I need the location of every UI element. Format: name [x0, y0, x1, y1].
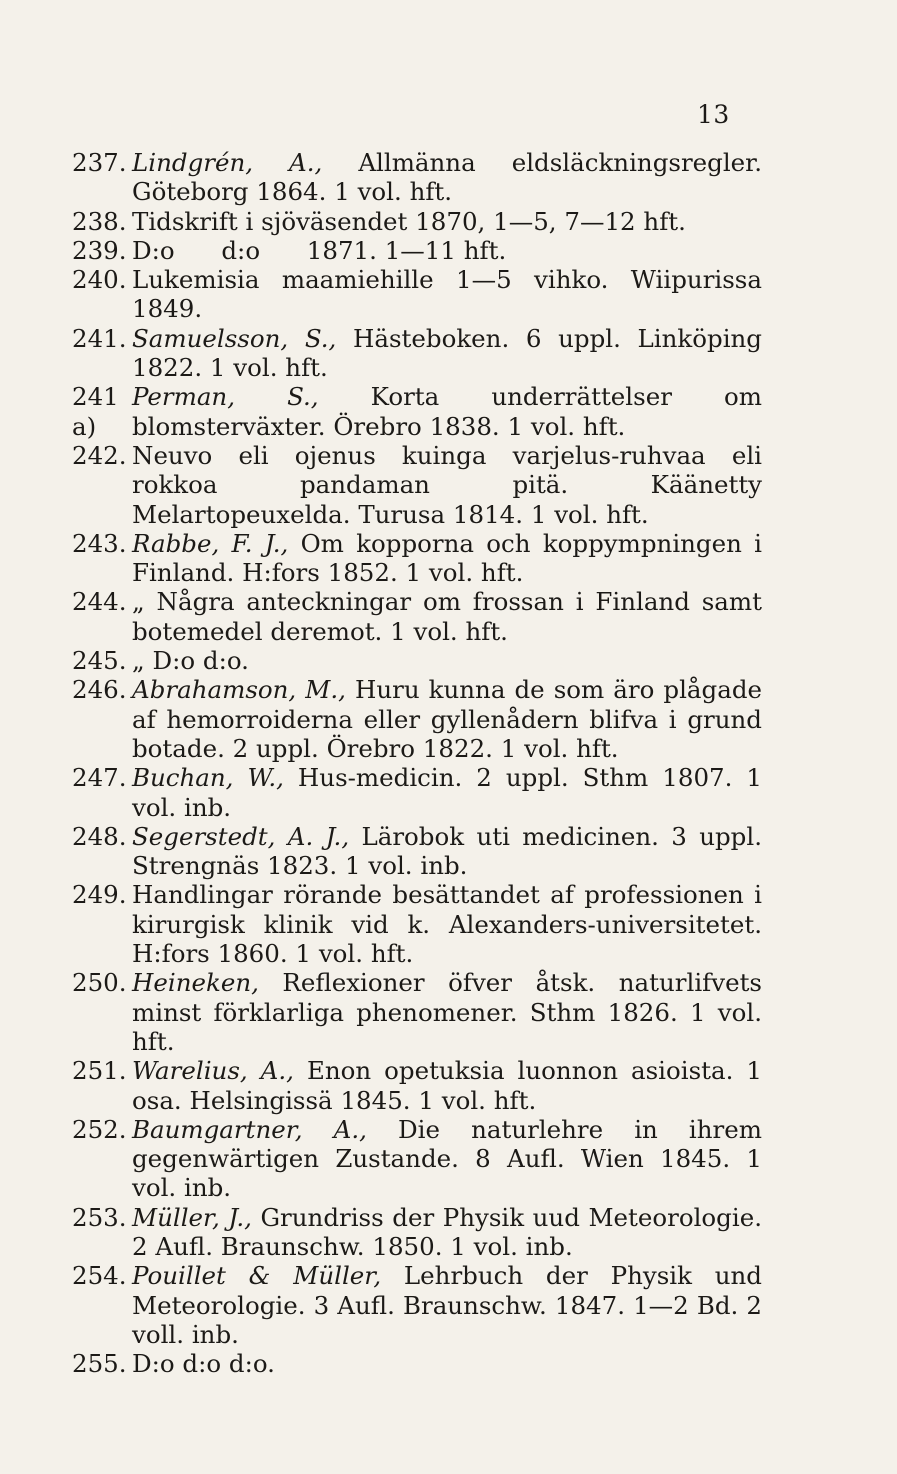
catalog-entry [72, 1349, 762, 1378]
entry-number: 244. [72, 587, 127, 617]
entry-number: 246. [72, 675, 127, 705]
catalog-entry [72, 822, 762, 881]
page-number: 13 [697, 100, 730, 129]
entry-author: Perman, S., [132, 382, 319, 412]
catalog-entry [72, 382, 762, 441]
catalog-entry [72, 265, 762, 324]
entry-text: Huru kunna de som äro plågade af hemorroiderna eller gyllenådern blifva i grund botade. 2 uppl. Örebro 1822. 1 vol. hft. [132, 675, 763, 763]
entry-author: Baumgartner, A., [132, 1114, 367, 1144]
catalog-entry [72, 529, 762, 588]
entry-author: Lindgrén, A., [132, 148, 323, 177]
entry-number: 250. [72, 968, 127, 998]
entry-text: Korta underrättelser om blomsterväxter. Örebro 1838. 1 vol. hft. [132, 382, 762, 441]
catalog-entry [72, 1056, 762, 1115]
entry-text: Tidskrift i sjöväsendet 1870, 1—5, 7—12 hft. [132, 206, 686, 236]
entry-number: 249. [72, 880, 127, 910]
entry-author: Rabbe, F. J., [132, 528, 289, 558]
entry-text: Hus-medicin. 2 uppl. Sthm 1807. 1 vol. inb. [132, 763, 762, 822]
entry-text: D:o d:o d:o. [132, 1349, 275, 1379]
entry-author: Müller, J., [132, 1202, 252, 1232]
entry-text: „ Några anteckningar om frossan i Finland samt botemedel deremot. 1 vol. hft. [132, 587, 762, 646]
catalog-entry [72, 441, 762, 529]
entry-author: Heineken, [132, 968, 259, 998]
entry-text: Hästeboken. 6 uppl. Linköping 1822. 1 vol. hft. [132, 323, 762, 383]
entry-text: Grundriss der Physik uud Meteorologie. 2 Aufl. Braunschw. 1850. 1 vol. inb. [132, 1202, 762, 1261]
entry-text: D:o d:o 1871. 1—11 hft. [132, 235, 507, 265]
entry-text: Lukemisia maamiehille 1—5 vihko. Wiipurissa 1849. [132, 265, 762, 324]
entry-text: Enon opetuksia luonnon asioista. 1 osa. Helsingissä 1845. 1 vol. hft. [132, 1056, 762, 1115]
catalog-entry [72, 207, 762, 236]
catalog-entry [72, 646, 762, 675]
entry-author: Abrahamson, M., [132, 675, 346, 705]
catalog-entry [72, 1203, 762, 1262]
entry-author: Pouillet & Müller, [132, 1261, 382, 1291]
catalog-entry [72, 968, 762, 1056]
entry-number: 253. [72, 1202, 127, 1232]
entry-number: 240. [72, 265, 127, 295]
catalog-entry [72, 1261, 762, 1349]
entry-text: Lärobok uti medicinen. 3 uppl. Strengnäs 1823. 1 vol. inb. [132, 821, 762, 881]
entry-number: 241. [72, 323, 127, 353]
entry-text: „ D:o d:o. [132, 646, 249, 676]
entry-text: Reflexioner öfver åtsk. naturlifvets minst förklarliga phenomener. Sthm 1826. 1 vol. hft. [132, 968, 762, 1056]
entry-text: Handlingar rörande besättandet af professionen i kirurgisk klinik vid k. Alexanders-universitetet. H:fors 1860. 1 vol. hft. [132, 880, 762, 969]
entry-number: 238. [72, 206, 127, 236]
entry-text: Lehrbuch der Physik und Meteorologie. 3 Aufl. Braunschw. 1847. 1—2 Bd. 2 voll. inb. [132, 1261, 762, 1349]
entry-text: Die naturlehre in ihrem gegenwärtigen Zustande. 8 Aufl. Wien 1845. 1 vol. inb. [132, 1114, 762, 1203]
entry-number: 251. [72, 1056, 127, 1086]
entry-number: 241 a) [72, 382, 119, 441]
catalog-entry [72, 148, 762, 207]
catalog-entry [72, 324, 762, 383]
entry-number: 237. [72, 148, 127, 177]
entry-number: 239. [72, 235, 127, 265]
entry-author: Warelius, A., [132, 1056, 294, 1086]
catalog-entry [72, 763, 762, 822]
entry-number: 247. [72, 763, 127, 793]
entry-number: 248. [72, 821, 127, 851]
catalog-entry [72, 236, 762, 265]
entry-number: 254. [72, 1261, 127, 1291]
entry-text: Om kopporna och koppympningen i Finland. H:fors 1852. 1 vol. hft. [132, 528, 763, 588]
entry-author: Samuelsson, S., [132, 323, 337, 353]
entry-author: Buchan, W., [132, 763, 284, 793]
entry-text: Allmänna eldsläckningsregler. Göteborg 1864. 1 vol. hft. [132, 148, 762, 207]
entry-number: 245. [72, 646, 127, 676]
catalog-entry [72, 675, 762, 763]
catalog-entry [72, 587, 762, 646]
catalog-entry [72, 880, 762, 968]
catalog-entry-list [72, 148, 762, 1378]
entry-number: 243. [72, 528, 127, 558]
entry-number: 252. [72, 1114, 127, 1144]
catalog-entry [72, 1115, 762, 1203]
entry-text: Neuvo eli ojenus kuinga varjelus-ruhvaa eli rokkoa pandaman pitä. Käänetty Melartopeuxelda. Turusa 1814. 1 vol. hft. [132, 440, 762, 529]
entry-author: Segerstedt, A. J., [132, 821, 350, 851]
entry-number: 242. [72, 440, 127, 470]
entry-number: 255. [72, 1349, 127, 1379]
